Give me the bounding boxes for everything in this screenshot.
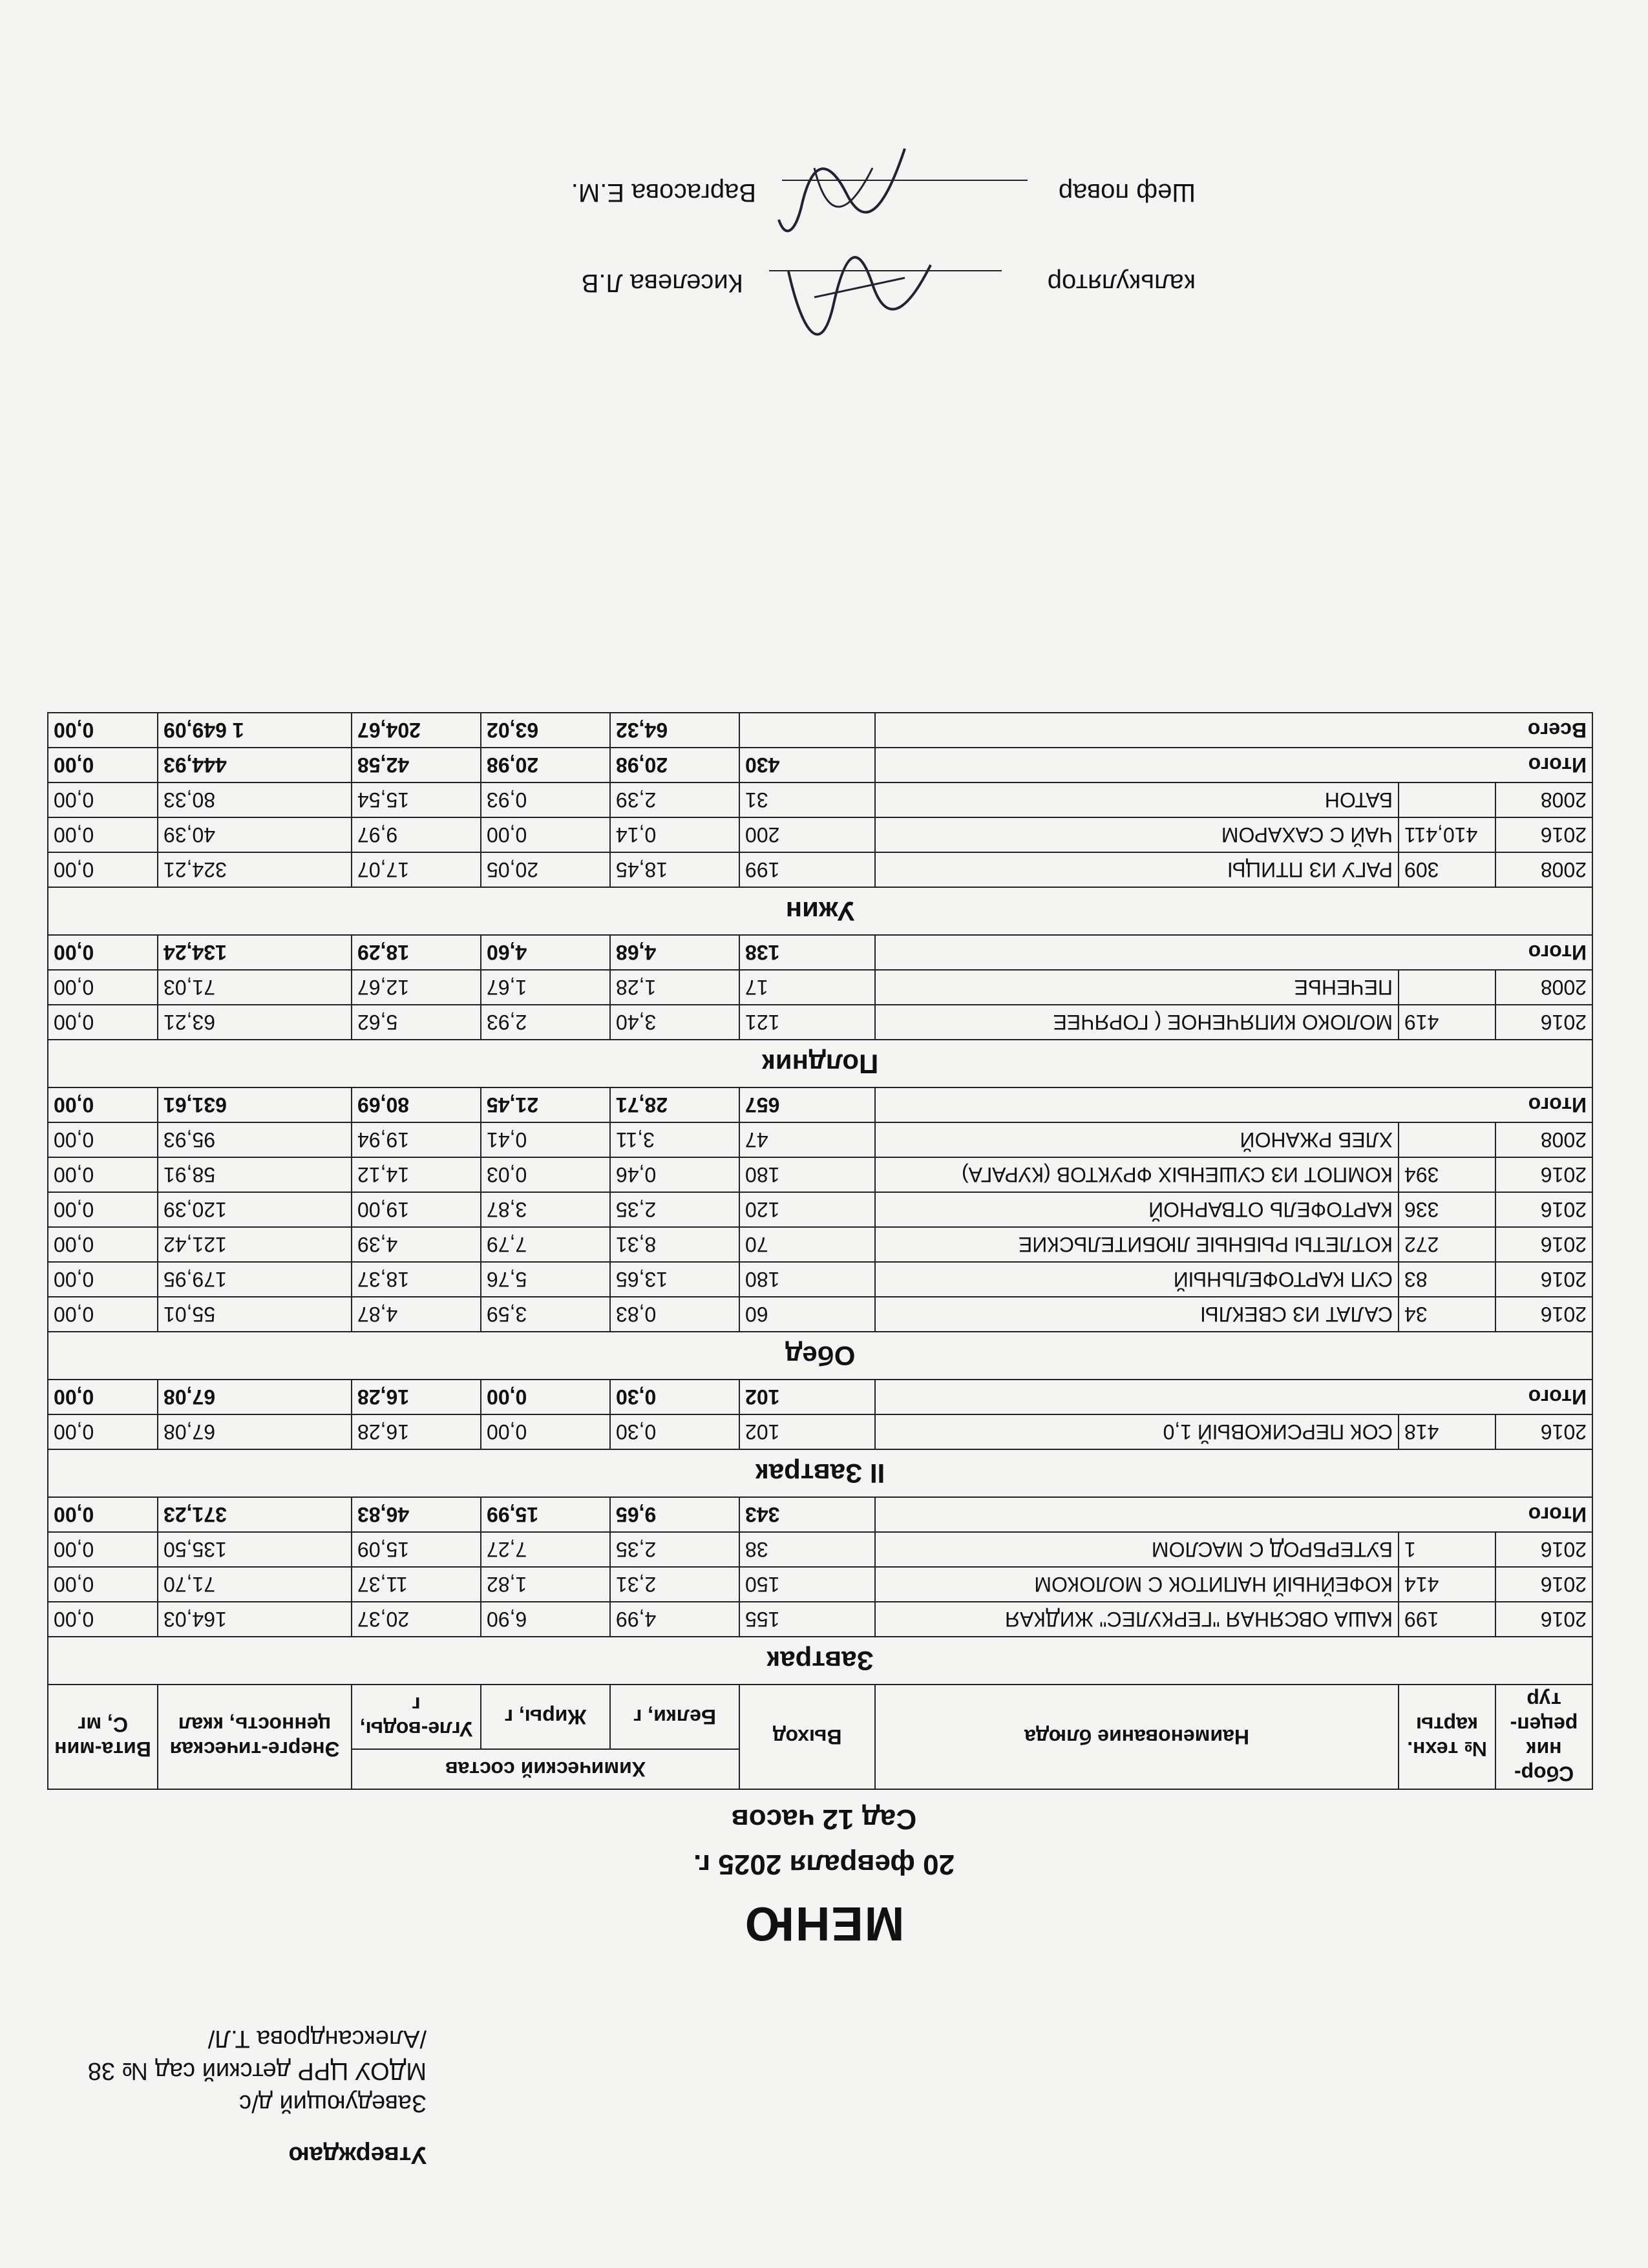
cell-energy: 120,39 (158, 1192, 352, 1227)
cell-energy: 40,39 (158, 817, 352, 852)
cell-dish: КОФЕЙНЫЙ НАПИТОК С МОЛОКОМ (875, 1567, 1399, 1602)
cell-protein: 13,65 (610, 1262, 739, 1297)
grand-total-vitamin: 0,00 (48, 713, 158, 748)
cell-fat: 0,03 (481, 1157, 610, 1192)
cell-output: 38 (739, 1532, 875, 1567)
cell-output: 155 (739, 1602, 875, 1637)
total-output: 657 (739, 1087, 875, 1122)
total-fat: 4,60 (481, 935, 610, 970)
cell-fat: 5,76 (481, 1262, 610, 1297)
cell-year: 2016 (1495, 1157, 1592, 1192)
total-vitamin: 0,00 (48, 1497, 158, 1532)
cell-carb: 15,54 (352, 782, 481, 817)
cell-energy: 80,33 (158, 782, 352, 817)
total-energy: 444,93 (158, 748, 352, 782)
total-fat: 21,45 (481, 1087, 610, 1122)
cell-carb: 14,12 (352, 1157, 481, 1192)
cell-vitamin: 0,00 (48, 1005, 158, 1040)
cell-vitamin: 0,00 (48, 817, 158, 852)
total-protein: 9,65 (610, 1497, 739, 1532)
cell-year: 2008 (1495, 1122, 1592, 1157)
cell-year: 2016 (1495, 1262, 1592, 1297)
cell-energy: 67,08 (158, 1414, 352, 1449)
cell-vitamin: 0,00 (48, 970, 158, 1005)
approval-heading: Утверждаю (288, 2141, 427, 2168)
cell-carb: 9,97 (352, 817, 481, 852)
cell-dish: ПЕЧЕНЬЕ (875, 970, 1399, 1005)
cell-year: 2008 (1495, 782, 1592, 817)
cell-card (1399, 970, 1495, 1005)
cell-year: 2016 (1495, 1602, 1592, 1637)
total-vitamin: 0,00 (48, 1087, 158, 1122)
cell-output: 70 (739, 1227, 875, 1262)
cell-vitamin: 0,00 (48, 1532, 158, 1567)
calculator-label: калькулятор (1047, 269, 1196, 297)
cell-protein: 4,99 (610, 1602, 739, 1637)
col-vitamin: Вита-мин С, мг (48, 1685, 158, 1789)
menu-table-body (48, 713, 1592, 1685)
cell-vitamin: 0,00 (48, 1414, 158, 1449)
section-header-row (48, 1637, 1592, 1685)
cell-output: 180 (739, 1262, 875, 1297)
cell-protein: 2,31 (610, 1567, 739, 1602)
table-row (48, 1227, 1592, 1262)
cell-protein: 18,45 (610, 852, 739, 887)
cell-output: 47 (739, 1122, 875, 1157)
total-vitamin: 0,00 (48, 935, 158, 970)
cell-carb: 16,28 (352, 1414, 481, 1449)
calculator-signature (776, 239, 944, 342)
table-row (48, 1602, 1592, 1637)
cell-carb: 4,87 (352, 1297, 481, 1332)
section-header-row (48, 1449, 1592, 1497)
cell-dish: КАРТОФЕЛЬ ОТВАРНОЙ (875, 1192, 1399, 1227)
cell-protein: 0,30 (610, 1414, 739, 1449)
cell-fat: 0,00 (481, 817, 610, 852)
total-carb: 80,69 (352, 1087, 481, 1122)
section-total-row (48, 1497, 1592, 1532)
total-label: Итого (875, 1380, 1592, 1414)
total-fat: 20,98 (481, 748, 610, 782)
col-protein: Белки, г (610, 1685, 739, 1749)
cell-energy: 63,21 (158, 1005, 352, 1040)
cell-card: 199 (1399, 1602, 1495, 1637)
cell-vitamin: 0,00 (48, 1297, 158, 1332)
total-carb: 42,58 (352, 748, 481, 782)
cell-protein: 2,35 (610, 1192, 739, 1227)
cell-fat: 0,41 (481, 1122, 610, 1157)
cell-card: 1 (1399, 1532, 1495, 1567)
cell-fat: 0,00 (481, 1414, 610, 1449)
total-protein: 0,30 (610, 1380, 739, 1414)
cell-protein: 0,83 (610, 1297, 739, 1332)
cell-dish: САЛАТ ИЗ СВЕКЛЫ (875, 1297, 1399, 1332)
total-output: 102 (739, 1380, 875, 1414)
table-row (48, 1005, 1592, 1040)
total-vitamin: 0,00 (48, 748, 158, 782)
cell-energy: 55,01 (158, 1297, 352, 1332)
section-total-row (48, 748, 1592, 782)
cell-year: 2016 (1495, 1005, 1592, 1040)
table-row (48, 1532, 1592, 1567)
cell-vitamin: 0,00 (48, 1192, 158, 1227)
cell-output: 102 (739, 1414, 875, 1449)
cell-dish: СУП КАРТОФЕЛЬНЫЙ (875, 1262, 1399, 1297)
total-carb: 18,29 (352, 935, 481, 970)
cell-fat: 0,93 (481, 782, 610, 817)
total-protein: 4,68 (610, 935, 739, 970)
grand-total-fat: 63,02 (481, 713, 610, 748)
table-row (48, 1414, 1592, 1449)
grand-total-carb: 204,67 (352, 713, 481, 748)
cell-vitamin: 0,00 (48, 1567, 158, 1602)
total-fat: 0,00 (481, 1380, 610, 1414)
cell-fat: 2,93 (481, 1005, 610, 1040)
cell-output: 31 (739, 782, 875, 817)
cell-carb: 12,67 (352, 970, 481, 1005)
cell-dish: СОК ПЕРСИКОВЫЙ 1,0 (875, 1414, 1399, 1449)
cell-dish: КАША ОВСЯНАЯ "ГЕРКУЛЕС" ЖИДКАЯ (875, 1602, 1399, 1637)
cell-dish: КОМПОТ ИЗ СУШЕНЫХ ФРУКТОВ (КУРАГА) (875, 1157, 1399, 1192)
total-energy: 134,24 (158, 935, 352, 970)
total-label: Итого (875, 935, 1592, 970)
cell-card (1399, 1122, 1495, 1157)
total-energy: 371,23 (158, 1497, 352, 1532)
table-row (48, 782, 1592, 817)
section-title: Ужин (48, 887, 1592, 935)
total-carb: 46,83 (352, 1497, 481, 1532)
total-label: Итого (875, 748, 1592, 782)
cell-protein: 2,39 (610, 782, 739, 817)
table-row (48, 1122, 1592, 1157)
grand-total-energy: 1 649,09 (158, 713, 352, 748)
cell-carb: 18,37 (352, 1262, 481, 1297)
col-dish: Наименование блюда (875, 1685, 1399, 1789)
cell-card: 309 (1399, 852, 1495, 887)
cell-carb: 17,07 (352, 852, 481, 887)
cell-year: 2016 (1495, 817, 1592, 852)
cell-protein: 3,11 (610, 1122, 739, 1157)
table-row (48, 970, 1592, 1005)
cell-energy: 95,93 (158, 1122, 352, 1157)
total-protein: 20,98 (610, 748, 739, 782)
section-total-row (48, 1087, 1592, 1122)
cell-energy: 164,03 (158, 1602, 352, 1637)
section-title: Завтрак (48, 1637, 1592, 1685)
cell-fat: 6,90 (481, 1602, 610, 1637)
total-label: Итого (875, 1087, 1592, 1122)
section-title: Обед (48, 1332, 1592, 1380)
cell-output: 17 (739, 970, 875, 1005)
cell-dish: КОТЛЕТЫ РЫБНЫЕ ЛЮБИТЕЛЬСКИЕ (875, 1227, 1399, 1262)
cell-dish: ХЛЕБ РЖАНОЙ (875, 1122, 1399, 1157)
section-title: Полдник (48, 1040, 1592, 1087)
col-fat: Жиры, г (481, 1685, 610, 1749)
cell-year: 2016 (1495, 1192, 1592, 1227)
chef-name: Варгасова Е.М. (571, 178, 756, 207)
cell-card: 410,411 (1399, 817, 1495, 852)
cell-carb: 4,39 (352, 1227, 481, 1262)
cell-year: 2008 (1495, 852, 1592, 887)
cell-card: 414 (1399, 1567, 1495, 1602)
section-total-row (48, 935, 1592, 970)
cell-protein: 8,31 (610, 1227, 739, 1262)
cell-output: 121 (739, 1005, 875, 1040)
table-row (48, 1567, 1592, 1602)
cell-fat: 3,87 (481, 1192, 610, 1227)
cell-protein: 0,14 (610, 817, 739, 852)
cell-fat: 1,82 (481, 1567, 610, 1602)
cell-year: 2008 (1495, 970, 1592, 1005)
total-energy: 631,61 (158, 1087, 352, 1122)
cell-carb: 19,00 (352, 1192, 481, 1227)
col-output: Выход (739, 1685, 875, 1789)
cell-output: 150 (739, 1567, 875, 1602)
cell-vitamin: 0,00 (48, 852, 158, 887)
cell-dish: БУТЕРБРОД С МАСЛОМ (875, 1532, 1399, 1567)
cell-output: 180 (739, 1157, 875, 1192)
total-output: 430 (739, 748, 875, 782)
cell-card (1399, 782, 1495, 817)
col-energy: Энерге-тическая ценность, ккал (158, 1685, 352, 1789)
cell-fat: 20,05 (481, 852, 610, 887)
table-row (48, 852, 1592, 887)
table-row (48, 817, 1592, 852)
calculator-name: Киселева Л.В (581, 269, 743, 297)
cell-vitamin: 0,00 (48, 1122, 158, 1157)
cell-year: 2016 (1495, 1297, 1592, 1332)
cell-vitamin: 0,00 (48, 1602, 158, 1637)
approval-block (65, 2022, 427, 2171)
cell-fat: 7,79 (481, 1227, 610, 1262)
cell-energy: 324,21 (158, 852, 352, 887)
cell-energy: 135,50 (158, 1532, 352, 1567)
total-protein: 28,71 (610, 1087, 739, 1122)
section-title: II Завтрак (48, 1449, 1592, 1497)
cell-protein: 3,40 (610, 1005, 739, 1040)
cell-output: 120 (739, 1192, 875, 1227)
grand-total-row (48, 713, 1592, 748)
cell-energy: 71,70 (158, 1567, 352, 1602)
col-carb: Угле-воды, г (352, 1685, 481, 1749)
cell-card: 336 (1399, 1192, 1495, 1227)
chef-signature (769, 129, 924, 246)
cell-vitamin: 0,00 (48, 1227, 158, 1262)
cell-year: 2016 (1495, 1532, 1592, 1567)
total-output: 138 (739, 935, 875, 970)
cell-energy: 71,03 (158, 970, 352, 1005)
cell-dish: ЧАЙ С САХАРОМ (875, 817, 1399, 852)
cell-card: 34 (1399, 1297, 1495, 1332)
chef-label: Шеф повар (1058, 178, 1196, 207)
total-energy: 67,08 (158, 1380, 352, 1414)
cell-carb: 20,37 (352, 1602, 481, 1637)
cell-dish: РАГУ ИЗ ПТИЦЫ (875, 852, 1399, 887)
cell-year: 2016 (1495, 1567, 1592, 1602)
total-label: Итого (875, 1497, 1592, 1532)
total-carb: 16,28 (352, 1380, 481, 1414)
cell-fat: 3,59 (481, 1297, 610, 1332)
document-title: МЕНЮ (743, 1897, 905, 1951)
cell-vitamin: 0,00 (48, 1157, 158, 1192)
group-name: Сад 12 часов (731, 1803, 917, 1835)
grand-total-output (739, 713, 875, 748)
cell-dish: БАТОН (875, 782, 1399, 817)
cell-year: 2016 (1495, 1227, 1592, 1262)
total-fat: 15,99 (481, 1497, 610, 1532)
cell-carb: 19,94 (352, 1122, 481, 1157)
cell-energy: 121,42 (158, 1227, 352, 1262)
cell-protein: 0,46 (610, 1157, 739, 1192)
cell-year: 2016 (1495, 1414, 1592, 1449)
cell-protein: 1,28 (610, 970, 739, 1005)
table-row (48, 1192, 1592, 1227)
cell-card: 272 (1399, 1227, 1495, 1262)
cell-carb: 11,37 (352, 1567, 481, 1602)
cell-output: 200 (739, 817, 875, 852)
section-header-row (48, 887, 1592, 935)
col-chem: Химический состав (352, 1749, 739, 1789)
grand-total-protein: 64,32 (610, 713, 739, 748)
col-card: № техн. карты (1399, 1685, 1495, 1789)
cell-output: 199 (739, 852, 875, 887)
total-output: 343 (739, 1497, 875, 1532)
cell-carb: 5,62 (352, 1005, 481, 1040)
total-vitamin: 0,00 (48, 1380, 158, 1414)
cell-dish: МОЛОКО КИПЯЧЕНОЕ ( ГОРЯЧЕЕ (875, 1005, 1399, 1040)
table-row (48, 1297, 1592, 1332)
menu-table (47, 712, 1593, 1790)
cell-card: 394 (1399, 1157, 1495, 1192)
section-header-row (48, 1332, 1592, 1380)
table-row (48, 1157, 1592, 1192)
document-date: 20 февраля 2025 г. (693, 1849, 955, 1880)
approval-organization: МДОУ ЦРР детский сад № 38 (87, 2057, 427, 2084)
cell-protein: 2,35 (610, 1532, 739, 1567)
section-header-row (48, 1040, 1592, 1087)
cell-fat: 1,67 (481, 970, 610, 1005)
cell-card: 418 (1399, 1414, 1495, 1449)
grand-total-label: Всего (875, 713, 1592, 748)
cell-energy: 179,95 (158, 1262, 352, 1297)
section-total-row (48, 1380, 1592, 1414)
table-row (48, 1262, 1592, 1297)
cell-fat: 7,27 (481, 1532, 610, 1567)
approval-name: /Александрова Т.Л/ (207, 2025, 427, 2052)
cell-card: 83 (1399, 1262, 1495, 1297)
cell-carb: 15,09 (352, 1532, 481, 1567)
approval-position: Заведующий д/с (239, 2090, 427, 2117)
col-collection: Сбор-ник рецеп-тур (1495, 1685, 1592, 1789)
cell-output: 60 (739, 1297, 875, 1332)
cell-vitamin: 0,00 (48, 782, 158, 817)
cell-energy: 58,91 (158, 1157, 352, 1192)
cell-vitamin: 0,00 (48, 1262, 158, 1297)
cell-card: 419 (1399, 1005, 1495, 1040)
